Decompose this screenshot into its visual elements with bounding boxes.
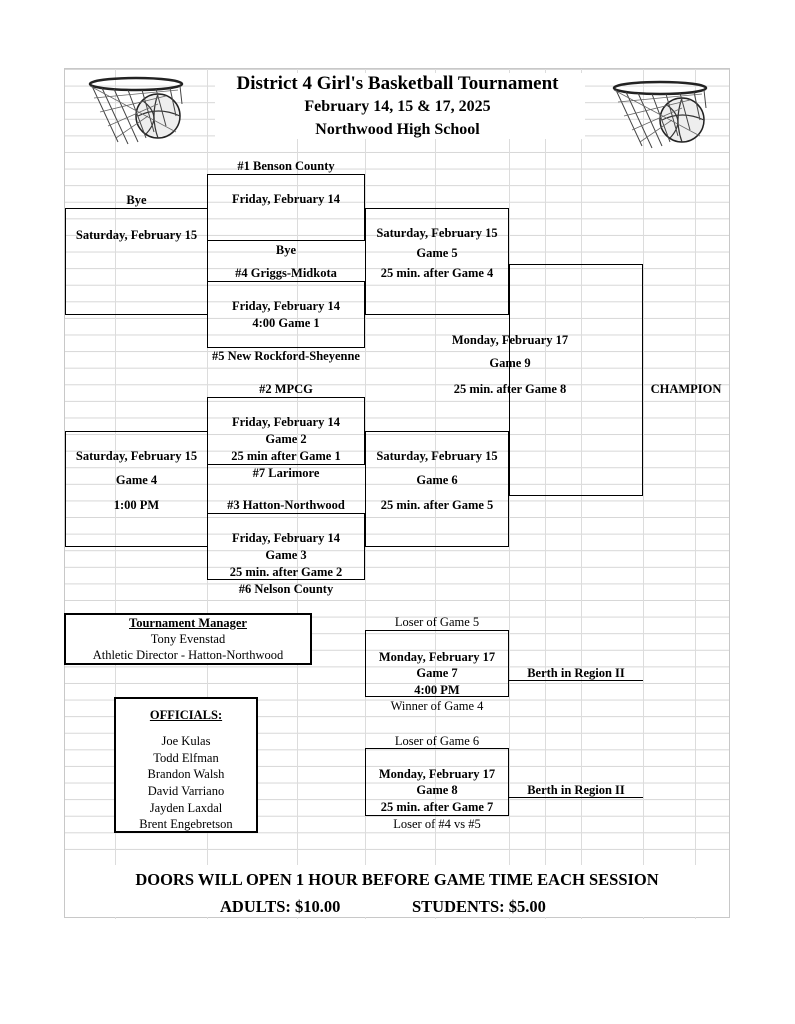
game9-box <box>509 264 643 496</box>
game9-label: Game 9 <box>489 356 531 370</box>
game2-label: Game 2 <box>265 432 307 446</box>
seed-nelson: #6 Nelson County <box>238 582 334 596</box>
tournament-venue: Northwood High School <box>315 121 480 138</box>
student-price: STUDENTS: $5.00 <box>412 897 546 916</box>
seed-griggs: #4 Griggs-Midkota <box>235 266 337 280</box>
date-sat-top-left: Saturday, February 15 <box>75 228 198 242</box>
basketball-hoop-icon <box>88 76 184 148</box>
game4-label: Game 4 <box>115 473 158 487</box>
official-name: Brandon Walsh <box>147 767 225 781</box>
date-fri-game2: Friday, February 14 <box>232 415 340 429</box>
game7-berth: Berth in Region II <box>527 666 625 680</box>
game5-time: 25 min. after Game 4 <box>380 266 494 280</box>
game2-time: 25 min after Game 1 <box>231 449 341 463</box>
bye-label-left: Bye <box>126 193 147 207</box>
game3-time: 25 min. after Game 2 <box>229 565 343 579</box>
date-mon-game8: Monday, February 17 <box>378 767 496 781</box>
official-name: Brent Engebretson <box>139 817 233 831</box>
game7-bottom-entrant: Winner of Game 4 <box>390 699 484 713</box>
tournament-title: District 4 Girl's Basketball Tournament <box>236 73 559 94</box>
game8-top-entrant: Loser of Game 6 <box>394 734 480 748</box>
game-bye-box <box>207 174 365 241</box>
adult-price: ADULTS: $10.00 <box>220 897 341 916</box>
bye-label-mid: Bye <box>275 243 297 257</box>
seed-larimore: #7 Larimore <box>252 466 320 480</box>
date-sat-game6: Saturday, February 15 <box>376 449 498 463</box>
game7-time: 4:00 PM <box>414 683 460 697</box>
game5-label: Game 5 <box>416 246 458 260</box>
game8-berth: Berth in Region II <box>527 783 625 797</box>
seed-mpcg: #2 MPCG <box>259 382 313 396</box>
official-name: Jayden Laxdal <box>149 801 223 815</box>
official-name: Joe Kulas <box>161 734 211 748</box>
game1-box <box>207 281 365 348</box>
game7-top-entrant: Loser of Game 5 <box>394 615 480 629</box>
game8-time: 25 min. after Game 7 <box>380 800 494 814</box>
seed-benson: #1 Benson County <box>237 159 335 173</box>
officials-heading: OFFICIALS: <box>149 708 223 722</box>
game7-label: Game 7 <box>416 666 458 680</box>
date-sat-game5: Saturday, February 15 <box>376 226 498 240</box>
official-name: David Varriano <box>147 784 225 798</box>
manager-name: Tony Evenstad <box>150 632 226 646</box>
champion-label: CHAMPION <box>650 382 722 396</box>
manager-heading: Tournament Manager <box>129 616 247 630</box>
game6-time: 25 min. after Game 5 <box>380 498 494 512</box>
seed-hatton: #3 Hatton-Northwood <box>227 498 345 512</box>
basketball-hoop-icon <box>612 80 708 152</box>
game9-time: 25 min. after Game 8 <box>453 382 567 396</box>
game-left-box-top <box>65 208 208 315</box>
date-fri-game1: Friday, February 14 <box>232 299 340 313</box>
game6-label: Game 6 <box>416 473 458 487</box>
game8-label: Game 8 <box>416 783 458 797</box>
doors-notice: DOORS WILL OPEN 1 HOUR BEFORE GAME TIME EACH SESSION <box>135 870 659 889</box>
manager-role: Athletic Director - Hatton-Northwood <box>92 648 284 662</box>
official-name: Todd Elfman <box>153 751 219 765</box>
game1-time: 4:00 Game 1 <box>252 316 320 330</box>
game4-time: 1:00 PM <box>113 498 160 512</box>
game8-bottom-entrant: Loser of #4 vs #5 <box>393 817 481 831</box>
date-fri-bye: Friday, February 14 <box>232 192 340 206</box>
tournament-dates: February 14, 15 & 17, 2025 <box>304 98 491 115</box>
date-mon-game9: Monday, February 17 <box>451 333 569 347</box>
date-sat-game4: Saturday, February 15 <box>75 449 198 463</box>
game5-box <box>365 208 509 315</box>
game3-label: Game 3 <box>265 548 307 562</box>
date-fri-game3: Friday, February 14 <box>232 531 340 545</box>
seed-new-rockford: #5 New Rockford-Sheyenne <box>212 349 360 363</box>
date-mon-game7: Monday, February 17 <box>378 650 496 664</box>
